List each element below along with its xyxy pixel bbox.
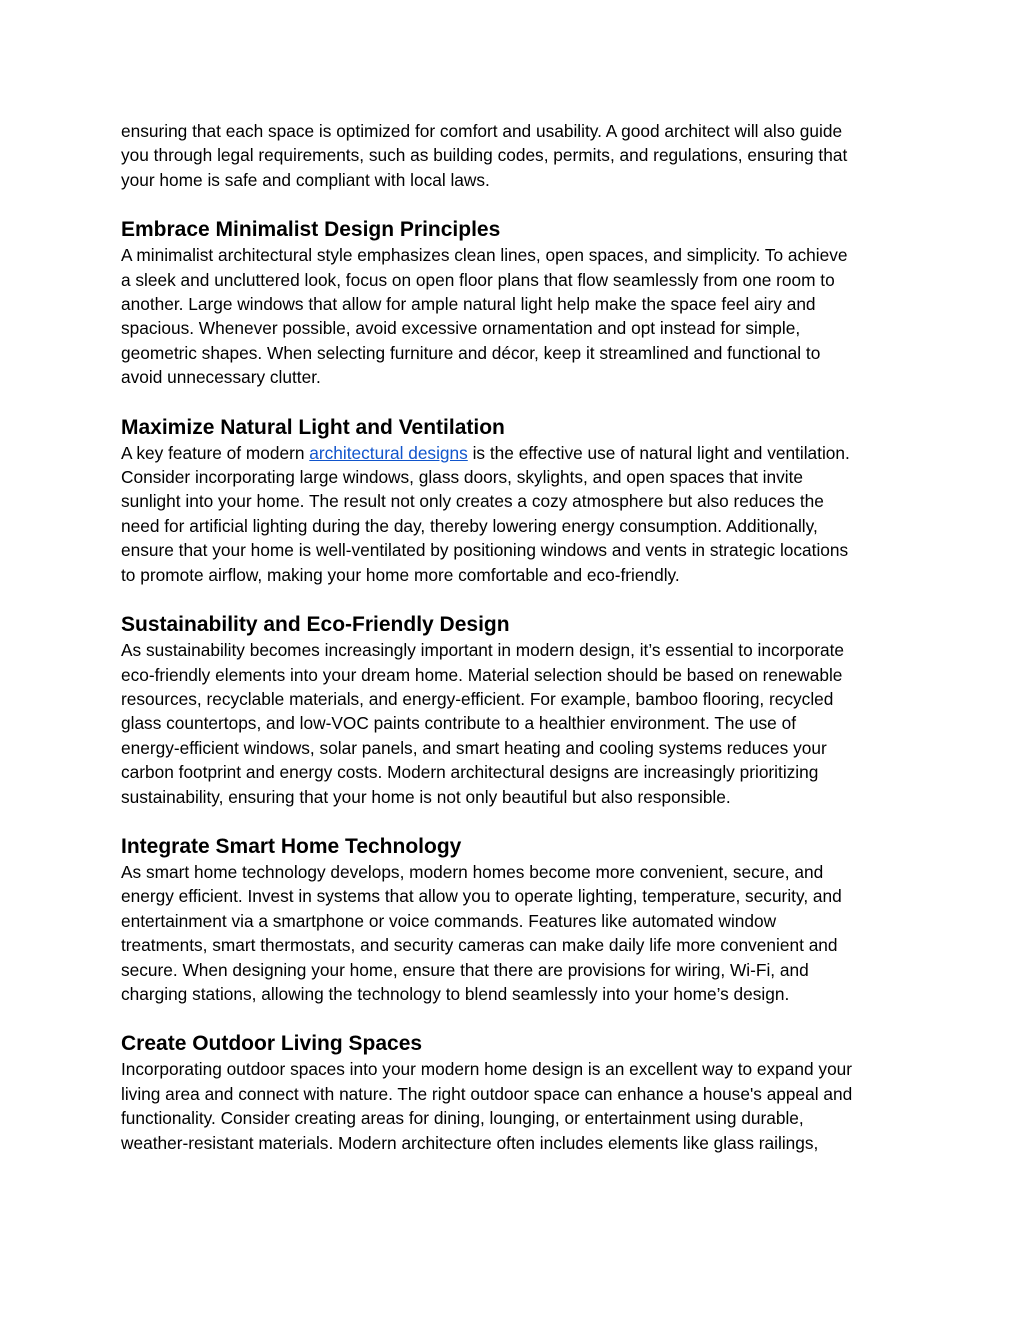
paragraph-line: glass countertops, and low-VOC paints contribute to a healthier environment. The use of <box>121 713 796 734</box>
paragraph-line: Consider incorporating large windows, glass doors, skylights, and open spaces that invite <box>121 467 804 488</box>
paragraph-line: sunlight into your home. The result not only creates a cozy atmosphere but also reduces the <box>121 491 824 512</box>
paragraph-line: Incorporating outdoor spaces into your modern home design is an excellent way to expand your <box>121 1059 853 1080</box>
paragraph-line <box>121 441 911 465</box>
paragraph-line: As smart home technology develops, modern homes become more convenient, secure, and <box>121 861 824 882</box>
section-sustainability <box>121 611 911 809</box>
section-outdoor-living <box>121 1030 911 1155</box>
section-heading: Integrate Smart Home Technology <box>121 834 462 858</box>
paragraph-line: secure. When designing your home, ensure that there are provisions for wiring, Wi-Fi, and <box>121 959 809 980</box>
paragraph-line: energy-efficient windows, solar panels, and smart heating and cooling systems reduces your <box>121 737 827 758</box>
section-paragraph <box>121 860 911 1006</box>
section-paragraph <box>121 243 911 389</box>
paragraph-line: to promote airflow, making your home more comfortable and eco-friendly. <box>121 564 680 585</box>
architectural-designs-link[interactable]: architectural designs <box>309 442 468 463</box>
paragraph-line: entertainment via a smartphone or voice commands. Features like automated window <box>121 910 777 931</box>
document-page <box>121 119 911 1155</box>
paragraph-line: you through legal requirements, such as building codes, permits, and regulations, ensuring that <box>121 145 848 166</box>
section-minimalist-design <box>121 216 911 389</box>
paragraph-line: avoid unnecessary clutter. <box>121 367 321 388</box>
paragraph-line: ensuring that each space is optimized for comfort and usability. A good architect will also guide <box>121 121 843 141</box>
paragraph-line: A minimalist architectural style emphasizes clean lines, open spaces, and simplicity. To achieve <box>121 245 848 266</box>
paragraph-line: weather-resistant materials. Modern architecture often includes elements like glass railings, <box>121 1132 819 1153</box>
paragraph-line: resources, recyclable materials, and energy-efficient. For example, bamboo flooring, recycled <box>121 688 834 709</box>
section-paragraph <box>121 1057 911 1155</box>
paragraph-line: geometric shapes. When selecting furniture and décor, keep it streamlined and functional to <box>121 342 821 363</box>
paragraph-line: treatments, smart thermostats, and security cameras can make daily life more convenient and <box>121 935 838 956</box>
paragraph-line: another. Large windows that allow for ample natural light help make the space feel airy and <box>121 294 816 315</box>
text-run: is the effective use of natural light and ventilation. <box>467 442 850 463</box>
intro-paragraph <box>121 119 911 192</box>
section-smart-home <box>121 833 911 1006</box>
paragraph-line: functionality. Consider creating areas for dining, lounging, or entertainment using durable, <box>121 1108 804 1129</box>
paragraph-line: your home is safe and compliant with local laws. <box>121 169 490 190</box>
section-heading: Sustainability and Eco-Friendly Design <box>121 613 510 637</box>
paragraph-line: sustainability, ensuring that your home is not only beautiful but also responsible. <box>121 786 731 807</box>
section-heading: Maximize Natural Light and Ventilation <box>121 415 505 439</box>
section-paragraph <box>121 441 911 587</box>
paragraph-line: carbon footprint and energy costs. Modern architectural designs are increasingly prioritizing <box>121 762 819 783</box>
section-heading: Create Outdoor Living Spaces <box>121 1032 423 1056</box>
paragraph-line: spacious. Whenever possible, avoid excessive ornamentation and opt instead for simple, <box>121 318 801 339</box>
section-heading: Embrace Minimalist Design Principles <box>121 218 501 242</box>
paragraph-line: charging stations, allowing the technology to blend seamlessly into your home’s design. <box>121 983 790 1004</box>
paragraph-line: eco-friendly elements into your dream home. Material selection should be based on renewable <box>121 664 843 685</box>
section-natural-light <box>121 414 911 587</box>
section-paragraph <box>121 638 911 809</box>
paragraph-line: As sustainability becomes increasingly important in modern design, it’s essential to incorporate <box>121 640 844 661</box>
paragraph-line: living area and connect with nature. The right outdoor space can enhance a house's appeal and <box>121 1083 853 1104</box>
text-run: A key feature of modern <box>121 442 310 463</box>
paragraph-line: a sleek and uncluttered look, focus on open floor plans that flow seamlessly from one room to <box>121 269 835 290</box>
paragraph-line: ensure that your home is well-ventilated by positioning windows and vents in strategic locations <box>121 540 849 561</box>
paragraph-line: energy efficient. Invest in systems that allow you to operate lighting, temperature, security, and <box>121 886 842 907</box>
paragraph-line: need for artificial lighting during the day, thereby lowering energy consumption. Additionally, <box>121 515 818 536</box>
